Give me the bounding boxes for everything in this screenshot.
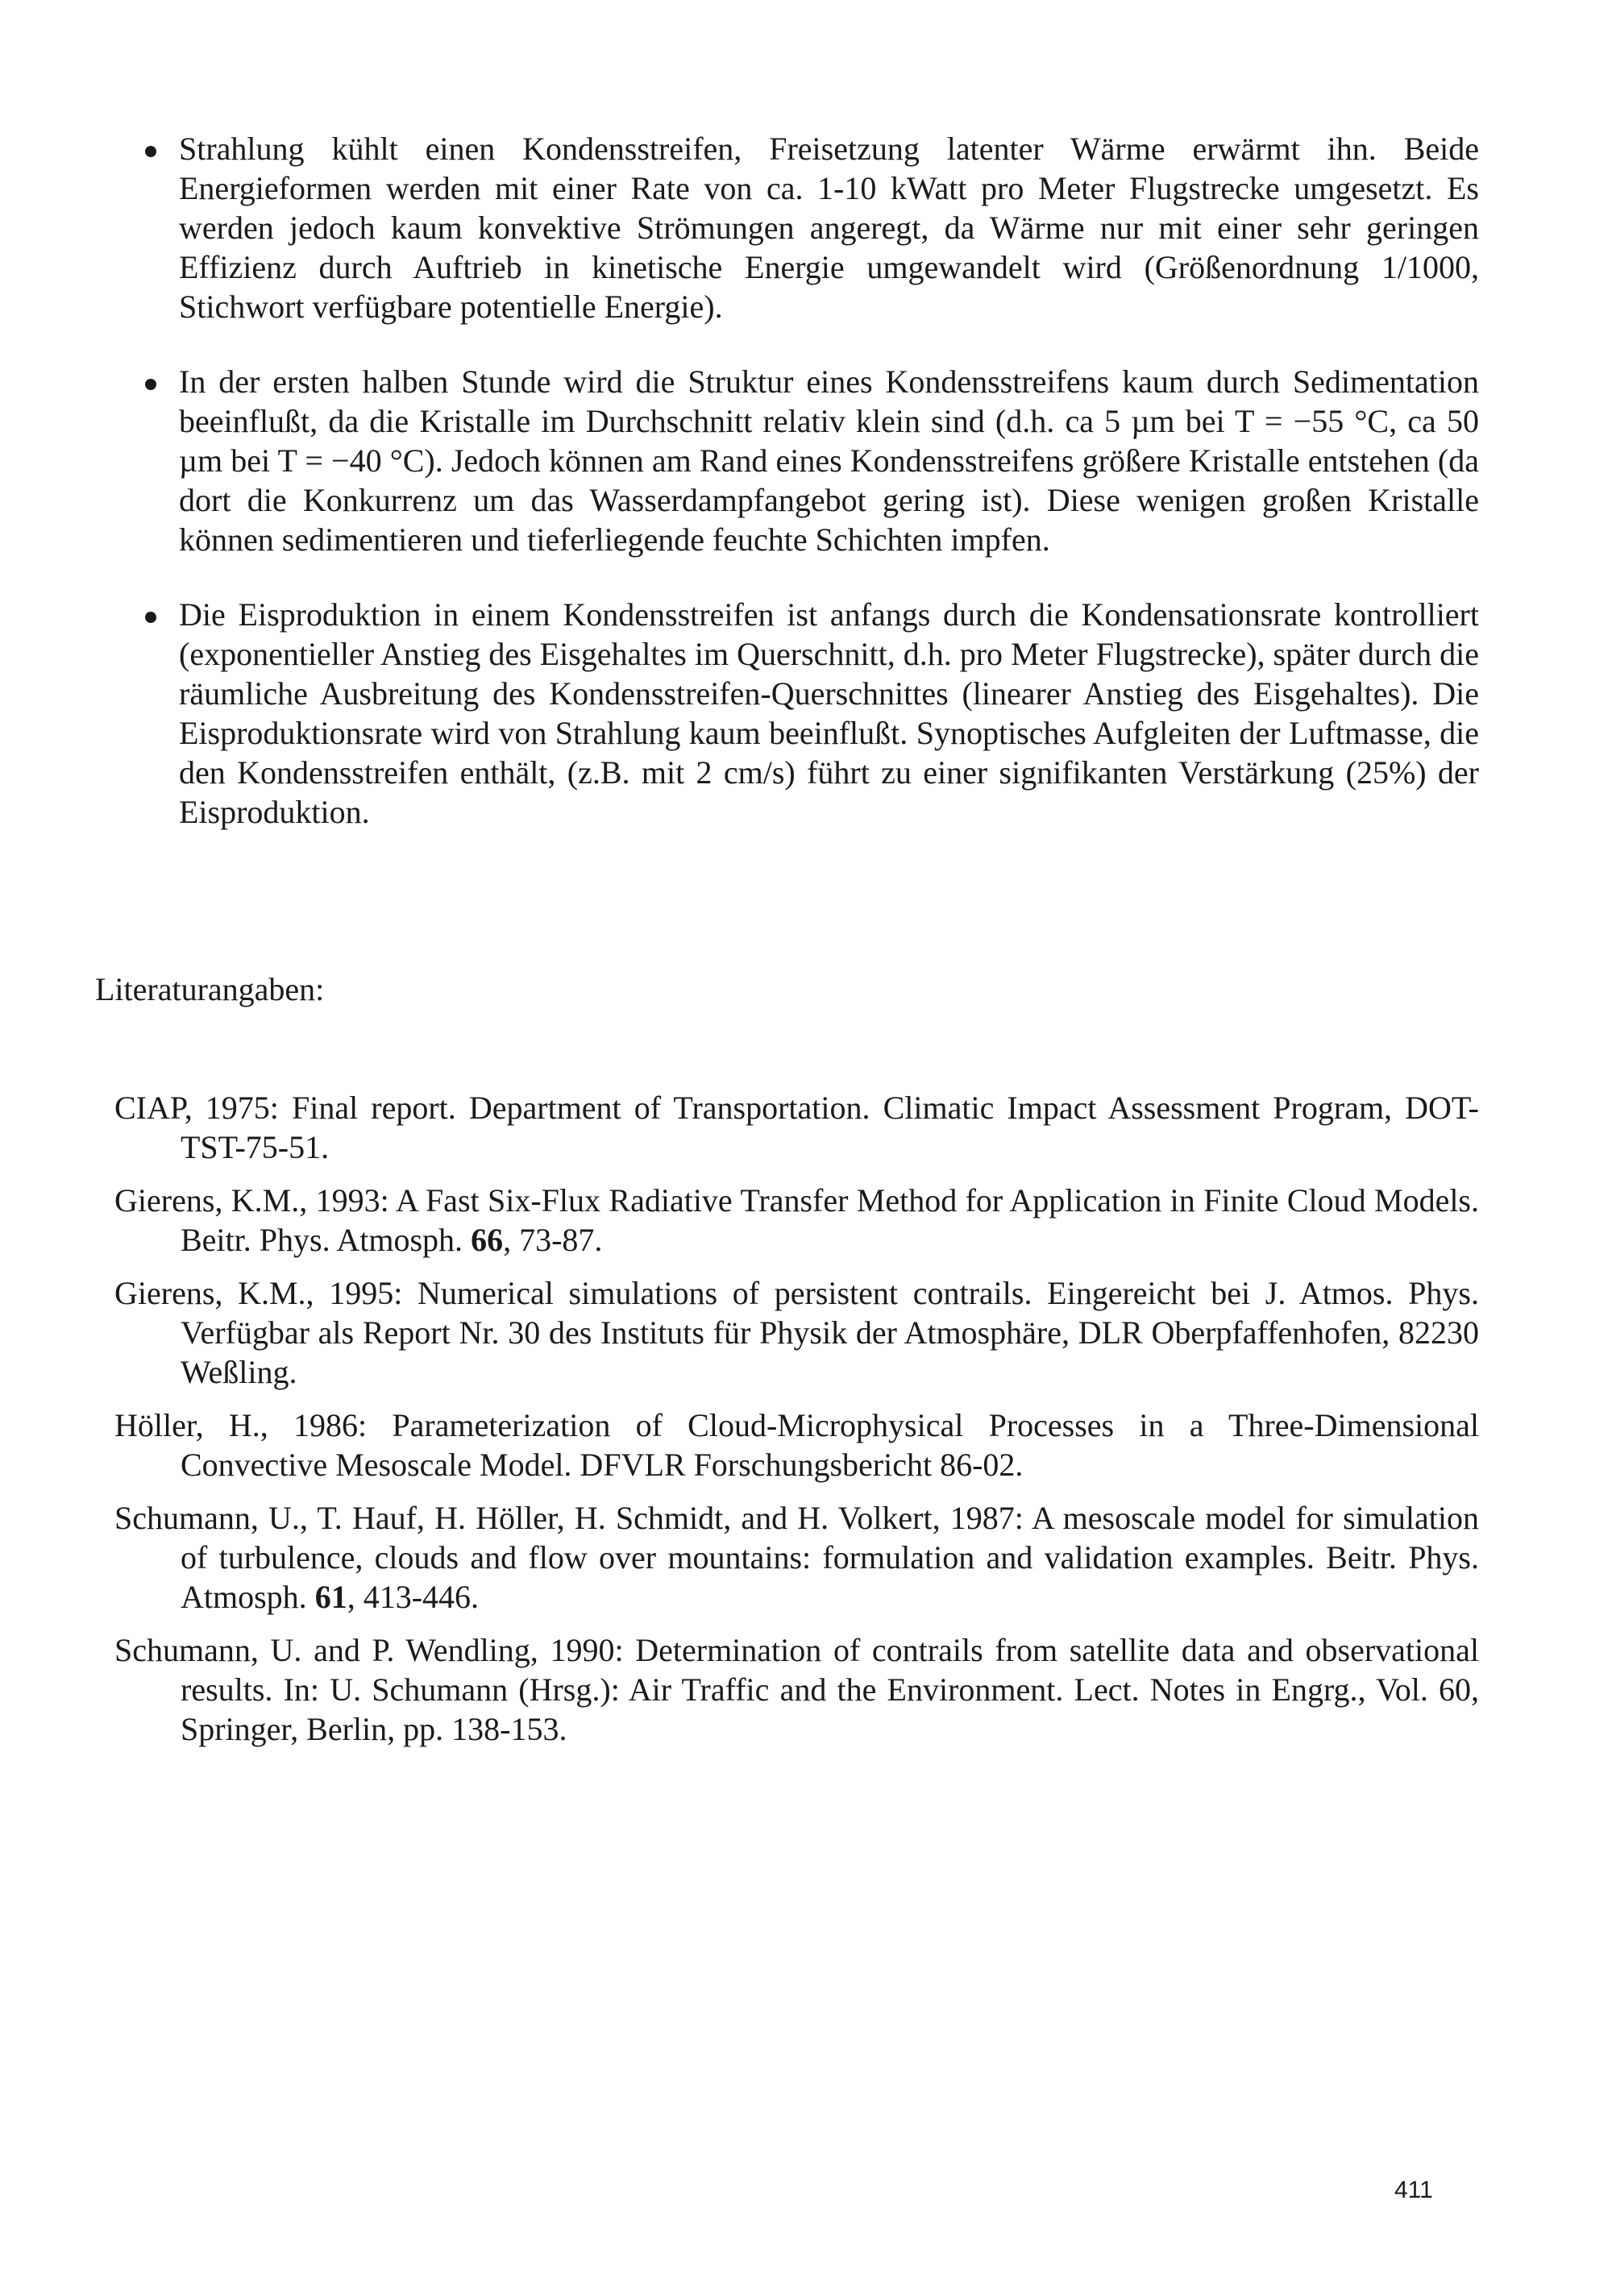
bullet-list: [145, 129, 1479, 867]
reference-text: Gierens, K.M., 1995: Numerical simulations of persistent contrails. Eingereicht bei J. Atmos. Phys. Verfügbar als Report Nr. 30 des Instituts für Physik der Atmosphäre, DLR Oberpfaffenhofen, 82230 Weßling.: [114, 1275, 1479, 1390]
reference-item: [114, 1088, 1479, 1167]
reference-item: [114, 1405, 1479, 1484]
reference-text: Schumann, U., T. Hauf, H. Höller, H. Schmidt, and H. Volkert, 1987: A mesoscale model for simulation of turbulence, clouds and flow over mountains: formulation and validation examples. Beitr. Phys. Atmosph.: [114, 1500, 1479, 1615]
reference-text: Höller, H., 1986: Parameterization of Cloud-Microphysical Processes in a Three-Dimensional Convective Mesoscale Model. DFVLR Forschungsbericht 86-02.: [114, 1407, 1479, 1483]
bullet-dot-icon: [145, 146, 156, 157]
reference-text: CIAP, 1975: Final report. Department of Transportation. Climatic Impact Assessment Program, DOT-TST-75-51.: [114, 1090, 1479, 1165]
bullet-item: [145, 595, 1479, 832]
reference-list: [114, 1088, 1479, 1762]
reference-item: [114, 1273, 1479, 1392]
bullet-text: In der ersten halben Stunde wird die Struktur eines Kondensstreifens kaum durch Sedimentation beeinflußt, da die Kristalle im Durchschnitt relativ klein sind (d.h. ca 5 µm bei T = −55 °C, ca 50 µm bei T = −40 °C). Jedoch können am Rand eines Kondensstreifens größere Kristalle entstehen (da dort die Konkurrenz um das Wasserdampfangebot gering ist). Diese wenigen großen Kristalle können sedimentieren und tieferliegende feuchte Schichten impfen.: [179, 363, 1479, 558]
reference-pages: , 413-446.: [347, 1579, 480, 1615]
reference-item: [114, 1630, 1479, 1749]
reference-item: [114, 1498, 1479, 1617]
reference-text: Gierens, K.M., 1993: A Fast Six-Flux Radiative Transfer Method for Application in Finite Cloud Models. Beitr. Phys. Atmosph.: [114, 1182, 1479, 1258]
bullet-text: Strahlung kühlt einen Kondensstreifen, Freisetzung latenter Wärme erwärmt ihn. Beide Energieformen werden mit einer Rate von ca. 1-10 kWatt pro Meter Flugstrecke umgesetzt. Es werden jedoch kaum konvektive Strömungen angeregt, da Wärme nur mit einer sehr geringen Effizienz durch Auftrieb in kinetische Energie umgewandelt wird (Größenordnung 1/1000, Stichwort verfügbare potentielle Energie).: [179, 131, 1479, 325]
reference-pages: , 73-87.: [503, 1222, 603, 1258]
reference-item: [114, 1181, 1479, 1260]
page-number: 411: [1394, 2177, 1433, 2203]
bullet-item: [145, 129, 1479, 326]
bullet-item: [145, 362, 1479, 559]
reference-volume: 61: [314, 1579, 347, 1615]
references-heading: Literaturangaben:: [95, 971, 325, 1007]
bullet-dot-icon: [145, 612, 156, 623]
reference-volume: 66: [471, 1222, 504, 1258]
bullet-dot-icon: [145, 379, 156, 390]
bullet-text: Die Eisproduktion in einem Kondensstreifen ist anfangs durch die Kondensationsrate kontrolliert (exponentieller Anstieg des Eisgehaltes im Querschnitt, d.h. pro Meter Flugstrecke), später durch die räumliche Ausbreitung des Kondensstreifen-Querschnittes (linearer Anstieg des Eisgehaltes). Die Eisproduktionsrate wird von Strahlung kaum beeinflußt. Synoptisches Aufgleiten der Luftmasse, die den Kondensstreifen enthält, (z.B. mit 2 cm/s) führt zu einer signifikanten Verstärkung (25%) der Eisproduktion.: [179, 596, 1479, 830]
reference-text: Schumann, U. and P. Wendling, 1990: Determination of contrails from satellite data and observational results. In: U. Schumann (Hrsg.): Air Traffic and the Environment. Lect. Notes in Engrg., Vol. 60, Springer, Berlin, pp. 138-153.: [114, 1632, 1479, 1747]
